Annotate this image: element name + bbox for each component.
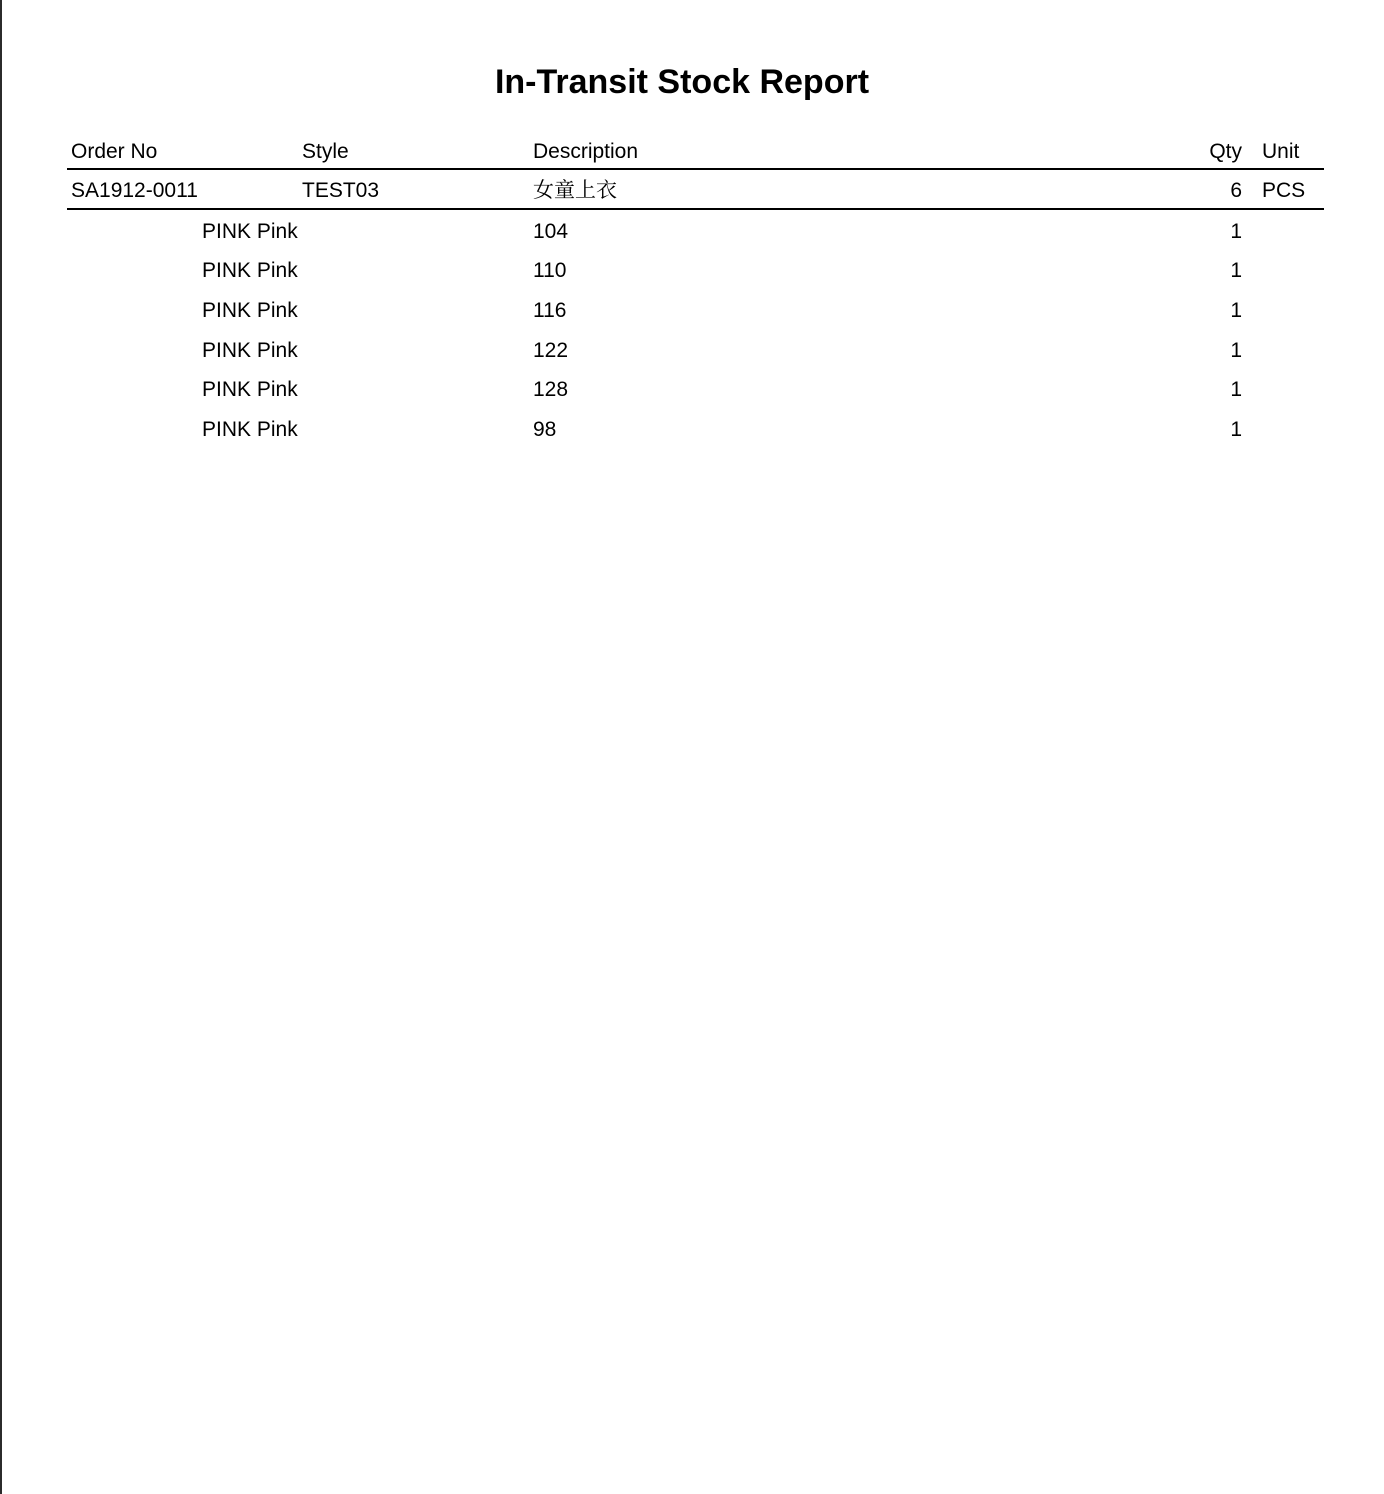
detail-size: 110 bbox=[533, 259, 567, 282]
header-divider bbox=[67, 168, 1324, 170]
column-header-style: Style bbox=[302, 140, 349, 163]
detail-color: PINK Pink bbox=[202, 378, 298, 401]
detail-qty: 1 bbox=[1230, 378, 1242, 401]
detail-color: PINK Pink bbox=[202, 339, 298, 362]
detail-size: 128 bbox=[533, 378, 569, 401]
detail-color: PINK Pink bbox=[202, 299, 298, 322]
detail-color: PINK Pink bbox=[202, 259, 298, 282]
order-unit: PCS bbox=[1262, 179, 1306, 202]
order-divider bbox=[67, 208, 1324, 210]
report-title: In-Transit Stock Report bbox=[494, 63, 870, 101]
detail-qty: 1 bbox=[1230, 259, 1242, 282]
detail-qty: 1 bbox=[1230, 220, 1242, 243]
order-qty: 6 bbox=[1230, 179, 1242, 202]
order-number: SA1912-0011 bbox=[71, 179, 198, 202]
column-header-order-no: Order No bbox=[71, 140, 158, 163]
detail-qty: 1 bbox=[1230, 418, 1242, 441]
detail-size: 98 bbox=[533, 418, 557, 441]
column-header-qty: Qty bbox=[1209, 140, 1242, 163]
detail-size: 104 bbox=[533, 220, 569, 243]
page-left-border bbox=[0, 0, 2, 1494]
order-description: 女童上衣 bbox=[533, 179, 617, 202]
detail-qty: 1 bbox=[1230, 339, 1242, 362]
column-header-description: Description bbox=[533, 140, 639, 163]
order-style: TEST03 bbox=[302, 179, 380, 202]
column-header-unit: Unit bbox=[1262, 140, 1300, 163]
detail-size: 116 bbox=[533, 299, 567, 322]
detail-qty: 1 bbox=[1230, 299, 1242, 322]
detail-color: PINK Pink bbox=[202, 220, 298, 243]
detail-color: PINK Pink bbox=[202, 418, 298, 441]
detail-size: 122 bbox=[533, 339, 569, 362]
